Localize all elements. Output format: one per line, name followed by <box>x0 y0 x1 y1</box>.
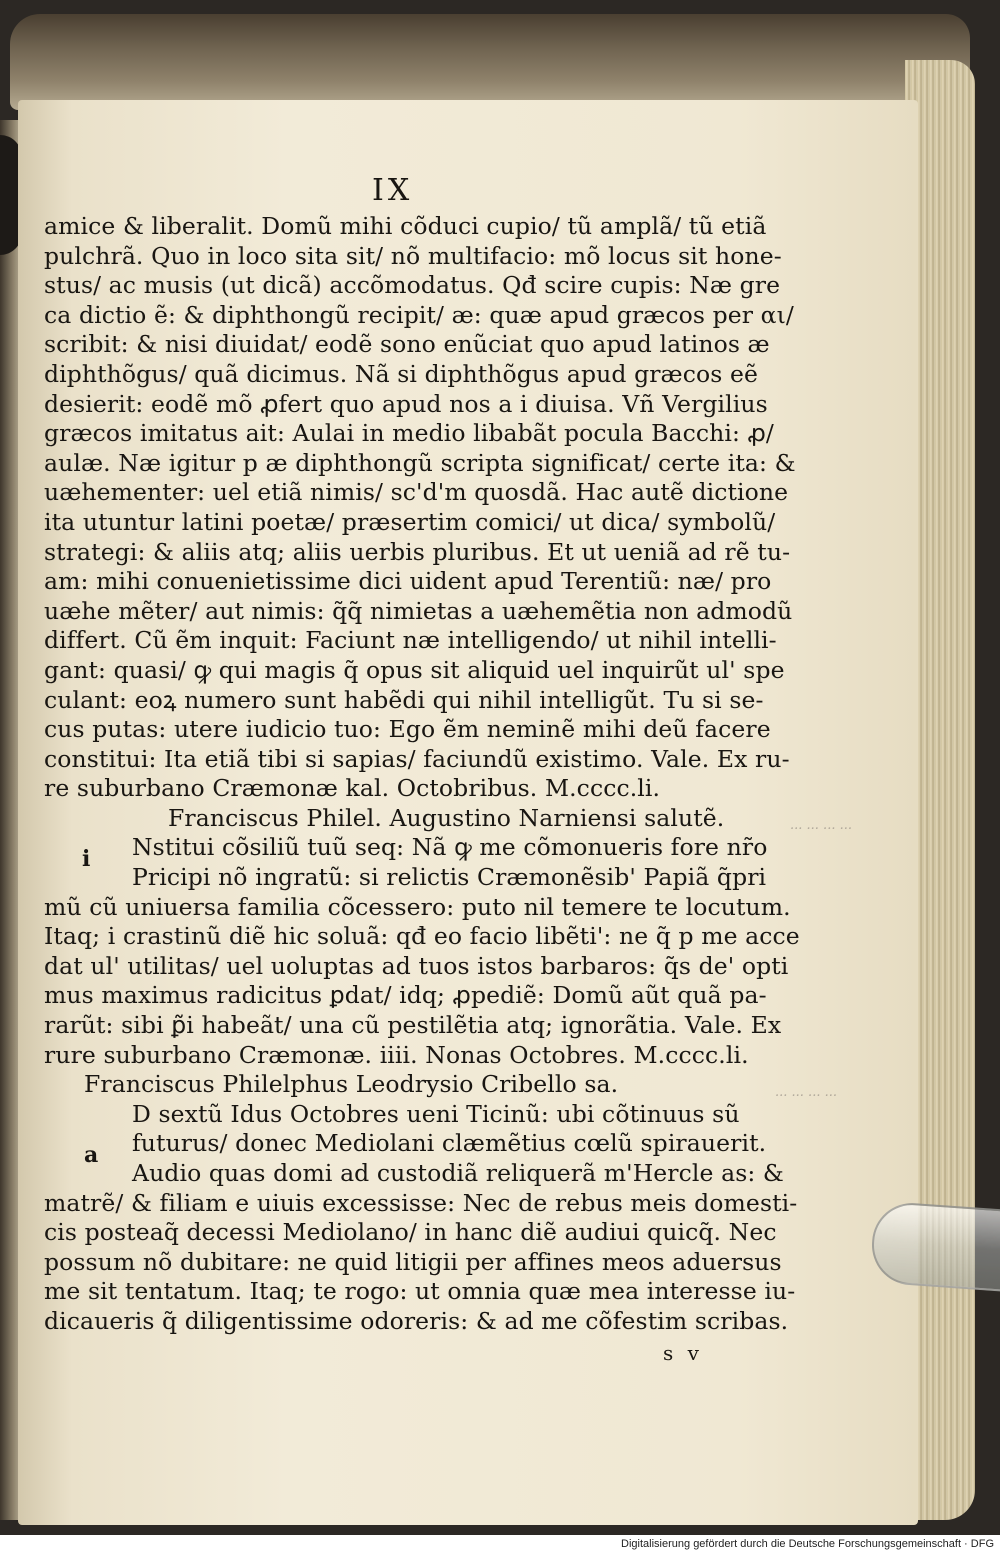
footer-credit: Digitalisierung gefördert durch die Deutsche Forschungsgemeinschaft · DFG <box>621 1538 994 1550</box>
folio-number: IX <box>372 173 414 208</box>
text-line: mus maximus radicitus ꝑdat/ idq; ꝓpediẽ: Domũ aũt quã pa‑ <box>44 981 767 1010</box>
text-line: cus putas: utere iudicio tuo: Ego ẽm neminẽ mihi deũ facere <box>44 715 771 744</box>
text-line: uæhe mẽter/ aut nimis: q̃q̃ nimietas a uæhemẽtia non admodũ <box>44 596 793 625</box>
page-text <box>44 212 800 1337</box>
text-line: pulchrã. Quo in loco sita sit/ nõ multifacio: mõ locus sit hone‑ <box>44 241 782 270</box>
text-line: rure suburbano Cræmonæ. iiii. Nonas Octobres. M.cccc.li. <box>44 1040 749 1069</box>
text-line: Nstitui cõsiliũ tuũ seq: Nã ꝙ me cõmonueris fore nr̃o <box>132 833 768 862</box>
text-line: am: mihi conuenietissime dici uident apud Terentiũ: næ/ pro <box>44 567 772 596</box>
text-line: stus/ ac musis (ut dicã) accõmodatus. Qđ scire cupis: Næ gre <box>44 271 781 300</box>
text-line: strategi: & aliis atq; aliis uerbis pluribus. Et ut ueniã ad rẽ tu‑ <box>44 537 791 566</box>
signature-mark: s v <box>663 1341 703 1365</box>
initial-guide-letter: i <box>82 846 91 872</box>
text-line: Itaq; i crastinũ diẽ hic soluã: qđ eo facio libẽti': ne q̃ p me acce <box>44 922 800 951</box>
letter-heading: Franciscus Philelphus Leodrysio Cribello sa. <box>84 1070 619 1099</box>
glass-page-weight <box>869 1200 1000 1291</box>
marginal-annotation: ... ... ... ... <box>775 1085 837 1100</box>
text-line: matrẽ/ & filiam e uiuis excessisse: Nec de rebus meis domesti‑ <box>44 1188 798 1217</box>
book-top-edge <box>10 14 970 110</box>
text-line: ca dictio ẽ: & diphthongũ recipit/ æ: quæ apud græcos per αι/ <box>44 300 794 329</box>
initial-guide-letter: a <box>84 1142 99 1168</box>
text-line: futurus/ donec Mediolani clæmẽtius cœlũ spirauerit. <box>132 1129 767 1158</box>
marginal-annotation: ... ... ... ... <box>790 818 852 833</box>
text-line: gant: quasi/ ꝙ qui magis q̃ opus sit aliquid uel inquirũt ul' spe <box>44 655 785 684</box>
text-line: me sit tentatum. Itaq; te rogo: ut omnia quæ mea interesse iu‑ <box>44 1277 796 1306</box>
text-line: rarũt: sibi ꝑ̃i habeãt/ una cũ pestilẽtia atq; ignorãtia. Vale. Ex <box>44 1011 782 1040</box>
text-line: D sextũ Idus Octobres ueni Ticinũ: ubi cõtinuus sũ <box>132 1099 740 1128</box>
text-line: differt. Cũ ẽm inquit: Faciunt næ intelligendo/ ut nihil intelli‑ <box>44 626 777 655</box>
text-line: aulæ. Næ igitur p æ diphthongũ scripta significat/ certe ita: & <box>44 448 796 477</box>
text-line: constitui: Ita etiã tibi si sapias/ faciundũ existimo. Vale. Ex ru‑ <box>44 744 790 773</box>
text-line: græcos imitatus ait: Aulai in medio libabãt pocula Bacchi: ꝓ/ <box>44 419 774 448</box>
text-line: Audio quas domi ad custodiã reliquerã m'Hercle as: & <box>132 1159 784 1187</box>
text-line: amice & liberalit. Domũ mihi cõduci cupio/ tũ amplã/ tũ etiã <box>44 212 767 240</box>
text-line: culant: eoꝝ numero sunt habẽdi qui nihil intelligũt. Tu si se‑ <box>44 685 764 714</box>
text-line: cis posteaq̃ decessi Mediolano/ in hanc diẽ audiui quicq̃. Nec <box>44 1218 777 1247</box>
text-line: dicaueris q̃ diligentissime odoreris: & ad me cõfestim scribas. <box>44 1306 789 1335</box>
text-line: diphthõgus/ quã dicimus. Nã si diphthõgus apud græcos eẽ <box>44 359 758 388</box>
text-line: ita utuntur latini poetæ/ præsertim comici/ ut dica/ symbolũ/ <box>44 507 776 536</box>
text-line: scribit: & nisi diuidat/ eodẽ sono enũciat quo apud latinos æ <box>44 330 770 359</box>
text-line: mũ cũ uniuersa familia cõcessero: puto nil temere te locutum. <box>44 892 791 921</box>
text-line: possum nõ dubitare: ne quid litigii per affines meos aduersus <box>44 1247 782 1276</box>
text-line: dat ul' utilitas/ uel uoluptas ad tuos istos barbaros: q̃s de' opti <box>44 951 789 980</box>
letter-heading: Franciscus Philel. Augustino Narniensi salutẽ. <box>168 803 725 832</box>
text-line: uæhementer: uel etiã nimis/ sc'd'm quosdã. Hac autẽ dictione <box>44 478 789 507</box>
text-line: desierit: eodẽ mõ ꝓfert quo apud nos a i diuisa. Vñ Vergilius <box>44 389 768 418</box>
text-line: Pricipi nõ ingratũ: si relictis Cræmonẽsib' Papiã q̃pri <box>132 863 767 892</box>
text-line: re suburbano Cræmonæ kal. Octobribus. M.cccc.li. <box>44 774 661 803</box>
